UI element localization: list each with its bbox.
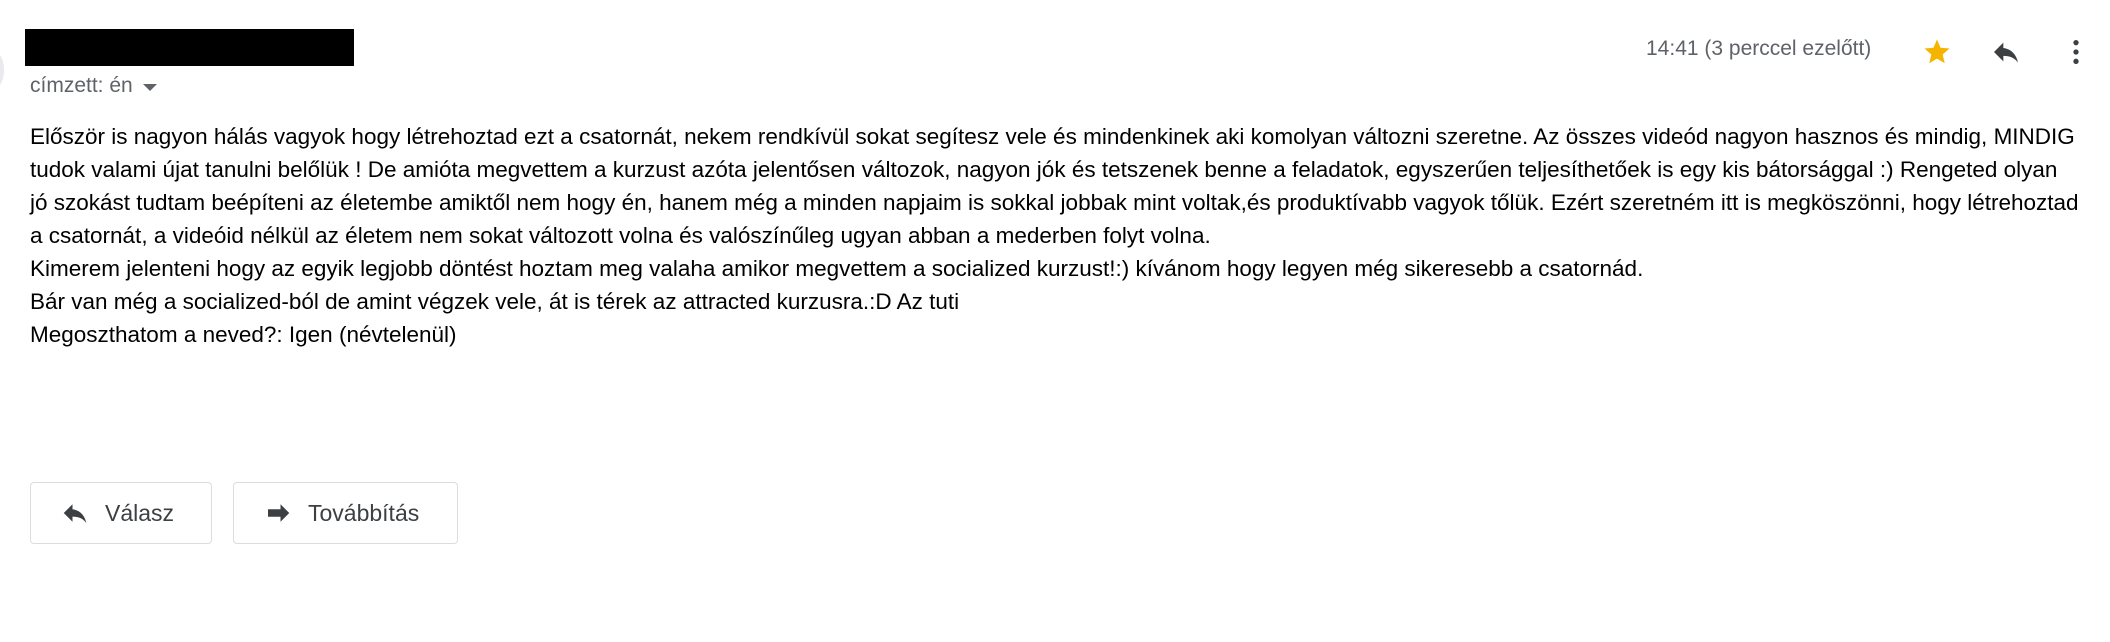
forward-button-label: Továbbítás (308, 499, 420, 526)
reply-icon[interactable] (1988, 34, 2024, 70)
forward-button[interactable] (233, 482, 458, 544)
message-line: a csatornát, a videóid nélkül az életem nem sokat változott volna és valószínűleg ugyan abban a mederben folyt volna. (30, 223, 1211, 248)
forward-icon (262, 497, 294, 529)
reply-icon (59, 497, 91, 529)
message-timestamp: 14:41 (3 perccel ezelőtt) (1646, 37, 1872, 60)
message-line: Kimerem jelenteni hogy az egyik legjobb döntést hoztam meg valaha amikor megvettem a socialized kurzust!:) kívánom hogy legyen még sikeresebb a csatornád. (30, 256, 1644, 281)
message-body (30, 120, 2100, 351)
message-line: Megoszthatom a neved?: Igen (névtelenül) (30, 322, 457, 347)
star-icon[interactable] (1919, 34, 1955, 70)
reply-button[interactable] (30, 482, 212, 544)
message-line: jó szokást tudtam beépíteni az életembe amiktől nem hogy én, hanem még a minden napjaim is sokkal jobbak mint voltak,és produktívabb vagyok tőlük. Ezért szeretném itt is megköszönni, hogy létrehoztad (30, 190, 2079, 215)
recipient-details[interactable] (30, 72, 157, 100)
message-line: Először is nagyon hálás vagyok hogy létrehoztad ezt a csatornát, nekem rendkívül sokat segítesz vele és mindenkinek aki komolyan változni szeretne. Az összes videód nagyon hasznos és mindig, MINDIG (30, 124, 2075, 149)
more-vert-icon[interactable] (2058, 34, 2094, 70)
reply-button-label: Válasz (105, 499, 175, 526)
avatar (0, 52, 4, 88)
recipient-label: címzett: én (30, 74, 133, 97)
message-line: Bár van még a socialized-ból de amint végzek vele, át is térek az attracted kurzusra.:D Az tuti (30, 289, 960, 314)
message-line: tudok valami újat tanulni belőlük ! De amióta megvettem a kurzust azóta jelentősen változok, nagyon jók és tetszenek benne a feladatok, egyszerűen teljesíthetőek is egy kis bátorsággal :) Rengeted olyan (30, 157, 2058, 182)
sender-name-redacted (25, 29, 354, 66)
chevron-down-icon[interactable] (143, 84, 157, 91)
